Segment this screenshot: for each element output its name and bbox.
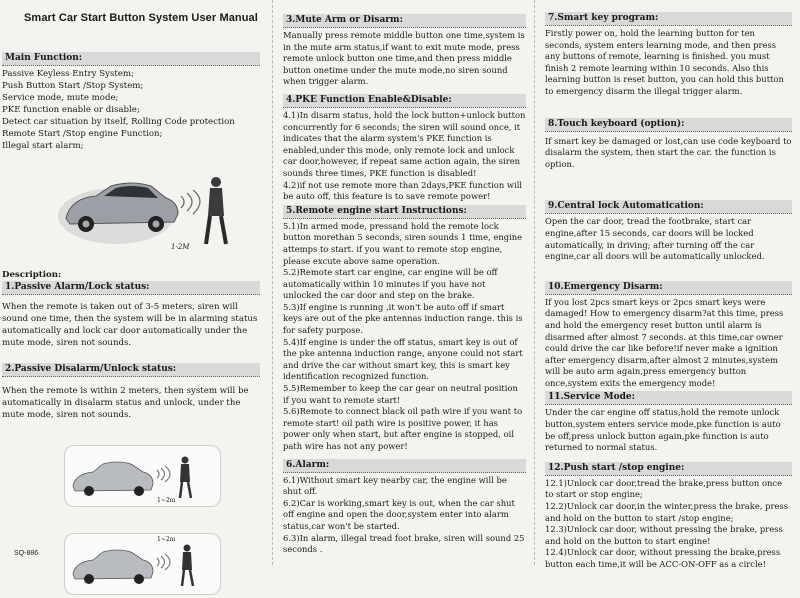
section-heading: 7.Smart key program: xyxy=(545,12,792,26)
section-heading: 3.Mute Arm or Disarm: xyxy=(283,14,526,28)
paragraph: 4.2)if not use remote more than 2days,PKE function will be auto off, this feature is to save remote power! xyxy=(283,179,523,202)
main-function-item: Remote Start /Stop engine Function; xyxy=(2,129,163,139)
main-function-list xyxy=(2,68,262,152)
paragraph: 12.1)Unlock car door,tread the brake,press button once to start or stop engine; xyxy=(545,477,783,500)
paragraph: 5.1)In armed mode, pressand hold the remote lock button morethan 5 seconds, siren sounds 1 time, engine attemps to start. if you want to remote stop engine, please excute above same operation. xyxy=(283,220,523,266)
section-text: If smart key be damaged or lost,can use code keyboard to disalarm the system, then start the car. the function is option. xyxy=(545,135,792,169)
paragraph: 6.2)Car is working,smart key is out, when the car shut off engine and open the door,system enter into alarm status,car won't be started. xyxy=(283,497,515,531)
paragraph: 6.3)In alarm, illegal tread foot brake, siren will sound 25 seconds . xyxy=(283,532,525,555)
paragraph: 4.1)In disarm status, hold the lock button+unlock button concurrently for 6 seconds; the siren will sound once, it indicates that the alarm system's PKE function is enabled,under this mode, only remote lock and unlock car door,however, if repeat same action again, the siren sounds three times, PKE function is disabled! xyxy=(283,109,526,178)
section-text xyxy=(283,110,526,203)
description-heading: Description: xyxy=(2,270,62,280)
distance-label: 1~2m xyxy=(157,497,176,504)
section-heading: 1.Passive Alarm/Lock status: xyxy=(2,281,260,295)
section-text: When the remote is within 2 meters, then system will be automatically in disalarm status and unlock, under the mute mode, siren not sounds. xyxy=(2,386,249,420)
column-right xyxy=(535,0,800,569)
column-left xyxy=(0,0,273,565)
section-text: If you lost 2pcs smart keys or 2pcs smart keys were damaged! How to emergency disarm?at this time, press and hold the emergency reset button until alarm is disarmed after almost 7 seconds. at this time,car owner could drive the car like before!if never make a ignition after emergency disarm,after almost 2 minutes,system will be auto arm again,press emergency button once,system exits the emergency mode! xyxy=(545,296,784,388)
car-range-illustration xyxy=(64,445,221,507)
paragraph: 5.4)If engine is under the off status, smart key is out of the pke antenna induction range, anyone could not start and drive the car without smart key, this is smart key identification recognized function. xyxy=(283,336,523,382)
section-heading: 8.Touch keyboard (option): xyxy=(545,118,792,132)
section-text: Under the car engine off status,hold the remote unlock button,system enters service mode,pke function is auto be off,press unlock button again,pke function is auto returned to normal status. xyxy=(545,407,781,453)
distance-label: 1-2M xyxy=(171,243,190,251)
section-text: Firstly power on, hold the learning button for ten seconds, system enters learning mode, and then press any buttons of remote, learning is finished. you must finish 2 remote learning within 10 seconds. Also this learning button is reset button, you can hold this button to emergency disarm the illegal trigger alarm. xyxy=(545,28,784,96)
section-heading: 11.Service Mode: xyxy=(545,391,792,405)
paragraph: 12.4)Unlock car door, without pressing the brake,press button each time,it will be ACC-ON-OFF as a circle! xyxy=(545,547,781,569)
section-heading: 2.Passive Disalarm/Unlock status: xyxy=(2,363,260,377)
paragraph: 12.3)Unlock car door, without pressing the brake, press and hold on the button to start engine! xyxy=(545,524,783,546)
paragraph: 5.3)If engine is running ,it won't be auto off if smart keys are out of the pke antennas induction range. this is for safety purpose. xyxy=(283,301,523,336)
paragraph: 6.1)Without smart key nearby car, the engine will be shut off. xyxy=(283,474,507,497)
section-text: Manually press remote middle button one time,system is in the mute arm status,if want to exit mute mode, press remote unlock button one time,and then press middle button onetime under the mute mode,no siren sound when trigger alarm. xyxy=(283,30,525,87)
main-function-item: Illegal start alarm; xyxy=(2,141,84,151)
car-range-illustration xyxy=(64,533,221,595)
section-heading: 4.PKE Function Enable&Disable: xyxy=(283,94,526,108)
section-text xyxy=(545,478,792,571)
paragraph: 5.6)Remote to connect black oil path wire if you want to remote start! oil path wire is positive power, it has power only when start, but after engine is stopped, oil path wire has not any power! xyxy=(283,406,523,451)
section-heading: 9.Central lock Automatication: xyxy=(545,200,792,214)
column-middle xyxy=(273,0,535,565)
main-function-item: Service mode, mute mode; xyxy=(2,93,119,103)
paragraph: 5.2)Remote start car engine, car engine will be off automatically within 10 minutes if you have not unlocked the car door and step on the brake. xyxy=(283,267,498,301)
page-title: Smart Car Start Button System User Manual xyxy=(24,12,258,24)
section-heading: 10.Emergency Disarm: xyxy=(545,281,792,295)
main-function-item: Detect car situation by itself, Rolling Code protection xyxy=(2,117,235,127)
section-heading: 6.Alarm: xyxy=(283,459,526,473)
main-function-item: Push Button Start /Stop System; xyxy=(2,81,144,91)
paragraph: 12.2)Unlock car door,in the winter,press the brake, press and hold on the button to start /stop engine; xyxy=(545,501,789,523)
section-heading: 5.Remote engine start Instructions: xyxy=(283,205,526,219)
paragraph: 5.5)Remember to keep the car gear on neutral position if you want to remote start! xyxy=(283,383,518,405)
section-heading: 12.Push start /stop engine: xyxy=(545,462,792,476)
section-text xyxy=(283,475,526,556)
main-function-item: Passive Keyless Entry System; xyxy=(2,69,134,79)
section-text: Open the car door, tread the footbrake, start car engine,after 15 seconds, car doors will be locked automatically, in driving; after turning off the car engine,car all doors will be automatically unlocked. xyxy=(545,216,765,262)
section-text xyxy=(283,221,526,453)
section-text: When the remote is taken out of 3-5 meters, siren will sound one time, then the system will be in alarming status automatically and lock car door automatically under the mute mode, siren not sounds. xyxy=(2,302,258,348)
car-person-illustration xyxy=(16,158,262,263)
model-number: SQ-886 xyxy=(14,550,39,557)
distance-label: 1~2m xyxy=(157,536,176,543)
main-function-item: PKE function enable or disable; xyxy=(2,105,140,115)
main-function-heading: Main Function: xyxy=(2,52,260,66)
